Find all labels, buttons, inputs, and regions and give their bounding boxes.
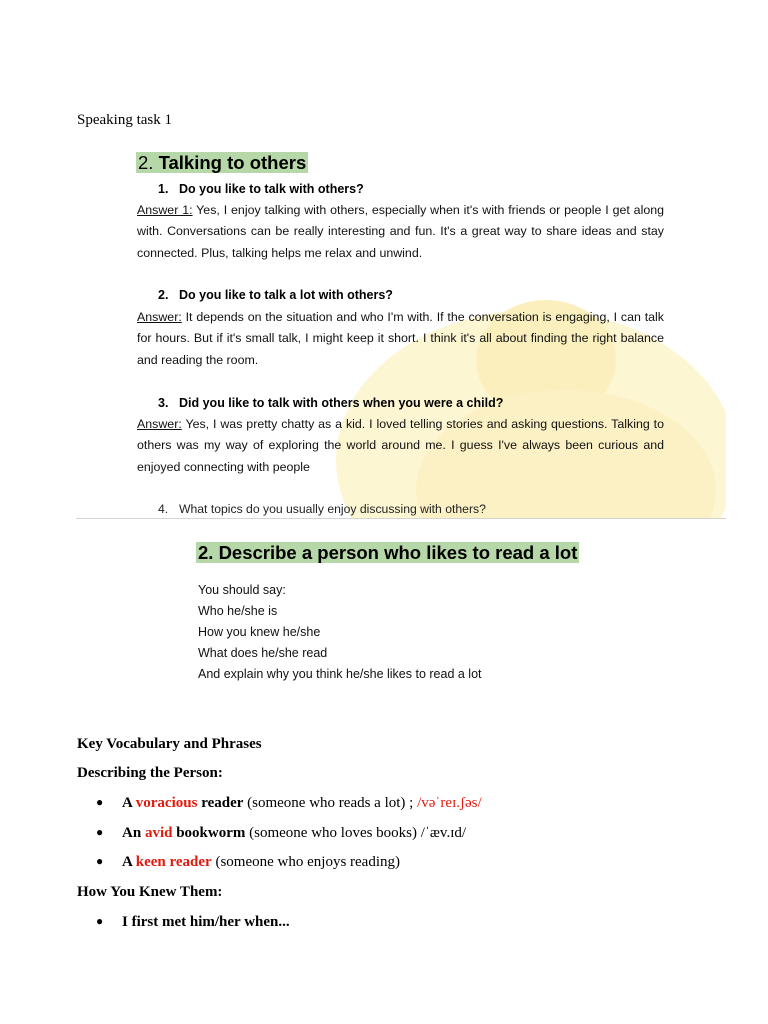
cue-card-title: 2. Describe a person who likes to read a lot	[198, 542, 578, 563]
question-3: 3. Did you like to talk with others when you were a child?	[158, 396, 504, 410]
vocab-item: ● A keen reader (someone who enjoys reading)	[96, 854, 401, 870]
cue-card-line: Who he/she is	[198, 604, 278, 618]
answer-2: Answer: It depends on the situation and who I'm with. If the conversation is engaging, I can talk for hours. But if it's small talk, I might keep it short. I think it's all about finding the right balance and reading the room.	[137, 310, 664, 367]
cue-card-line: And explain why you think he/she likes to read a lot	[198, 667, 482, 681]
vocab-item: ● An avid bookworm (someone who loves books) /ˈæv.ɪd/	[96, 825, 467, 841]
vocab-item: ● A voracious reader (someone who reads a lot) ; /vəˈreɪ.ʃəs/	[96, 795, 482, 811]
cue-card-line: What does he/she read	[198, 646, 328, 660]
cue-card-prompts	[198, 580, 482, 685]
embedded-image-talking-to-others	[76, 140, 726, 519]
question-4: 4. What topics do you usually enjoy discussing with others?	[158, 502, 486, 516]
section-title: 2. Talking to others	[138, 152, 307, 173]
section-heading-how-knew: How You Knew Them:	[77, 884, 223, 900]
cue-card-line: How you knew he/she	[198, 625, 321, 639]
question-1: 1. Do you like to talk with others?	[158, 182, 364, 196]
bullet-icon: ●	[96, 914, 104, 928]
vocab-heading: Key Vocabulary and Phrases	[77, 736, 262, 752]
answer-1: Answer 1: Yes, I enjoy talking with others, especially when it's with friends or people I get along with. Conversations can be really interesting and fun. It's a great way to share ideas and stay connected. Plus, talking helps me relax and unwind.	[137, 203, 664, 260]
vocab-item: ● I first met him/her when...	[96, 914, 290, 930]
cue-card-line: You should say:	[198, 583, 286, 597]
page-heading: Speaking task 1	[77, 112, 172, 128]
bullet-icon: ●	[96, 795, 104, 809]
bullet-icon: ●	[96, 854, 104, 868]
bullet-icon: ●	[96, 825, 104, 839]
embedded-image-describe-person	[196, 540, 616, 690]
question-2: 2. Do you like to talk a lot with others?	[158, 288, 393, 302]
answer-3: Answer: Yes, I was pretty chatty as a kid. I loved telling stories and asking questions. Talking to others was my way of exploring the world around me. I guess I've always been curious and enjoyed connecting with people	[137, 417, 664, 474]
section-heading-describing: Describing the Person:	[77, 765, 223, 781]
